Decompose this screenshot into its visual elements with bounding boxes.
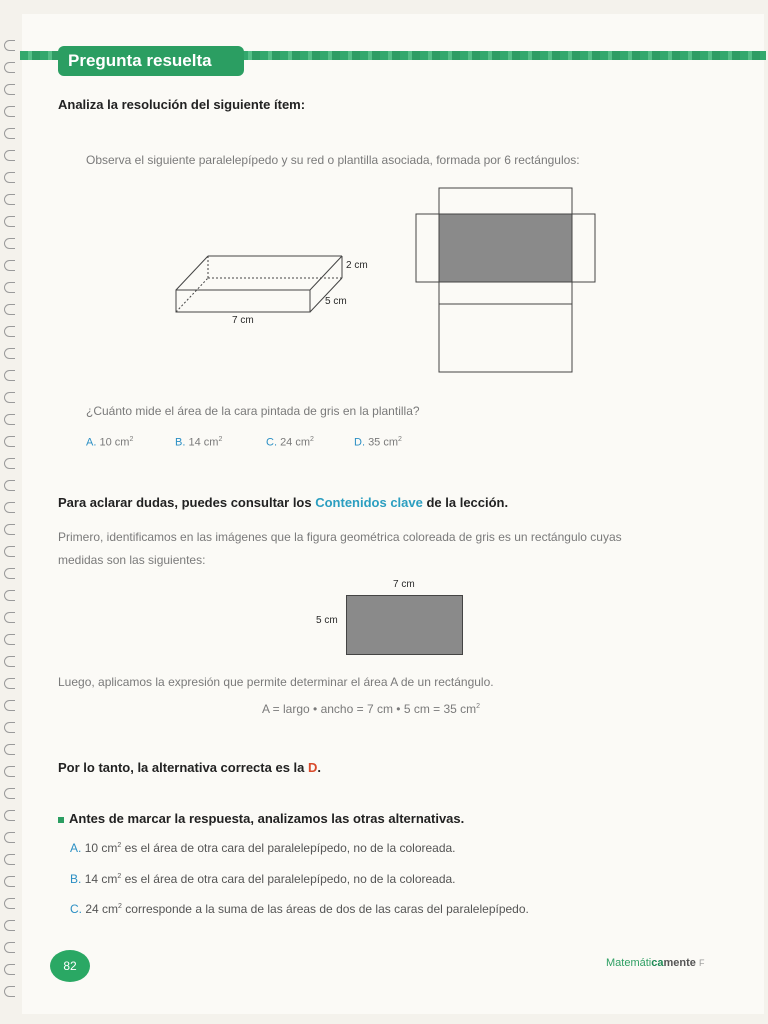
problem-statement: Observa el siguiente paralelepípedo y su red o plantilla asociada, formada por 6 rectángulos: — [86, 153, 580, 167]
clarify-line: Para aclarar dudas, puedes consultar los Contenidos clave de la lección. — [58, 495, 509, 510]
footer-brand: Matemáticamente F — [606, 957, 705, 969]
solution-line-1: Primero, identificamos en las imágenes que la figura geométrica coloreada de gris es un rectángulo cuyas — [58, 530, 622, 544]
correct-answer: D — [307, 760, 318, 775]
review-item-b: B. 14 $cm^2$ es el área de otra cara del paralelepípedo, no de la coloreada. — [70, 872, 456, 886]
spiral-binding — [0, 0, 24, 1024]
dim-depth-label: 5 cm — [325, 296, 347, 307]
review-item-c: C. 24 $cm^2$ corresponde a la suma de las áreas de dos de las caras del paralelepípedo. — [70, 902, 529, 916]
grey-face — [439, 214, 572, 282]
intro-heading: Analiza la resolución del siguiente ítem: — [58, 97, 306, 112]
bullet-icon — [58, 817, 64, 823]
solution-then: Luego, aplicamos la expresión que permite determinar el área A de un rectángulo. — [58, 675, 494, 689]
review-item-a: A. 10 $cm^2$ es el área de otra cara del paralelepípedo, no de la coloreada. — [70, 841, 456, 855]
section-title: Pregunta resuelta — [58, 46, 244, 76]
page-number: 82 — [50, 950, 90, 982]
review-heading: Antes de marcar la respuesta, analizamos las otras alternativas. — [58, 811, 464, 826]
dim-height-label: 2 cm — [346, 260, 368, 271]
key-contents-link[interactable]: Contenidos clave — [315, 495, 423, 510]
option-d: D. 35 $cm^2$ — [354, 436, 402, 449]
net-figure — [414, 186, 598, 376]
rect-width-label: 7 cm — [393, 579, 415, 590]
grey-rectangle — [346, 595, 463, 655]
rect-height-label: 5 cm — [316, 615, 338, 626]
option-b: B. 14 $cm^2$ — [175, 436, 223, 449]
option-a: A. 10 $cm^2$ — [86, 436, 134, 449]
option-c: C. 24 $cm^2$ — [266, 436, 314, 449]
dim-length-label: 7 cm — [232, 315, 254, 326]
solution-line-2: medidas son las siguientes: — [58, 553, 206, 567]
area-formula: A = largo • ancho = 7 cm • 5 cm = 35 $cm^2$ — [262, 702, 481, 716]
conclusion: Por lo tanto, la alternativa correcta es la D. — [58, 760, 321, 775]
question-text: ¿Cuánto mide el área de la cara pintada de gris en la plantilla? — [86, 404, 420, 418]
